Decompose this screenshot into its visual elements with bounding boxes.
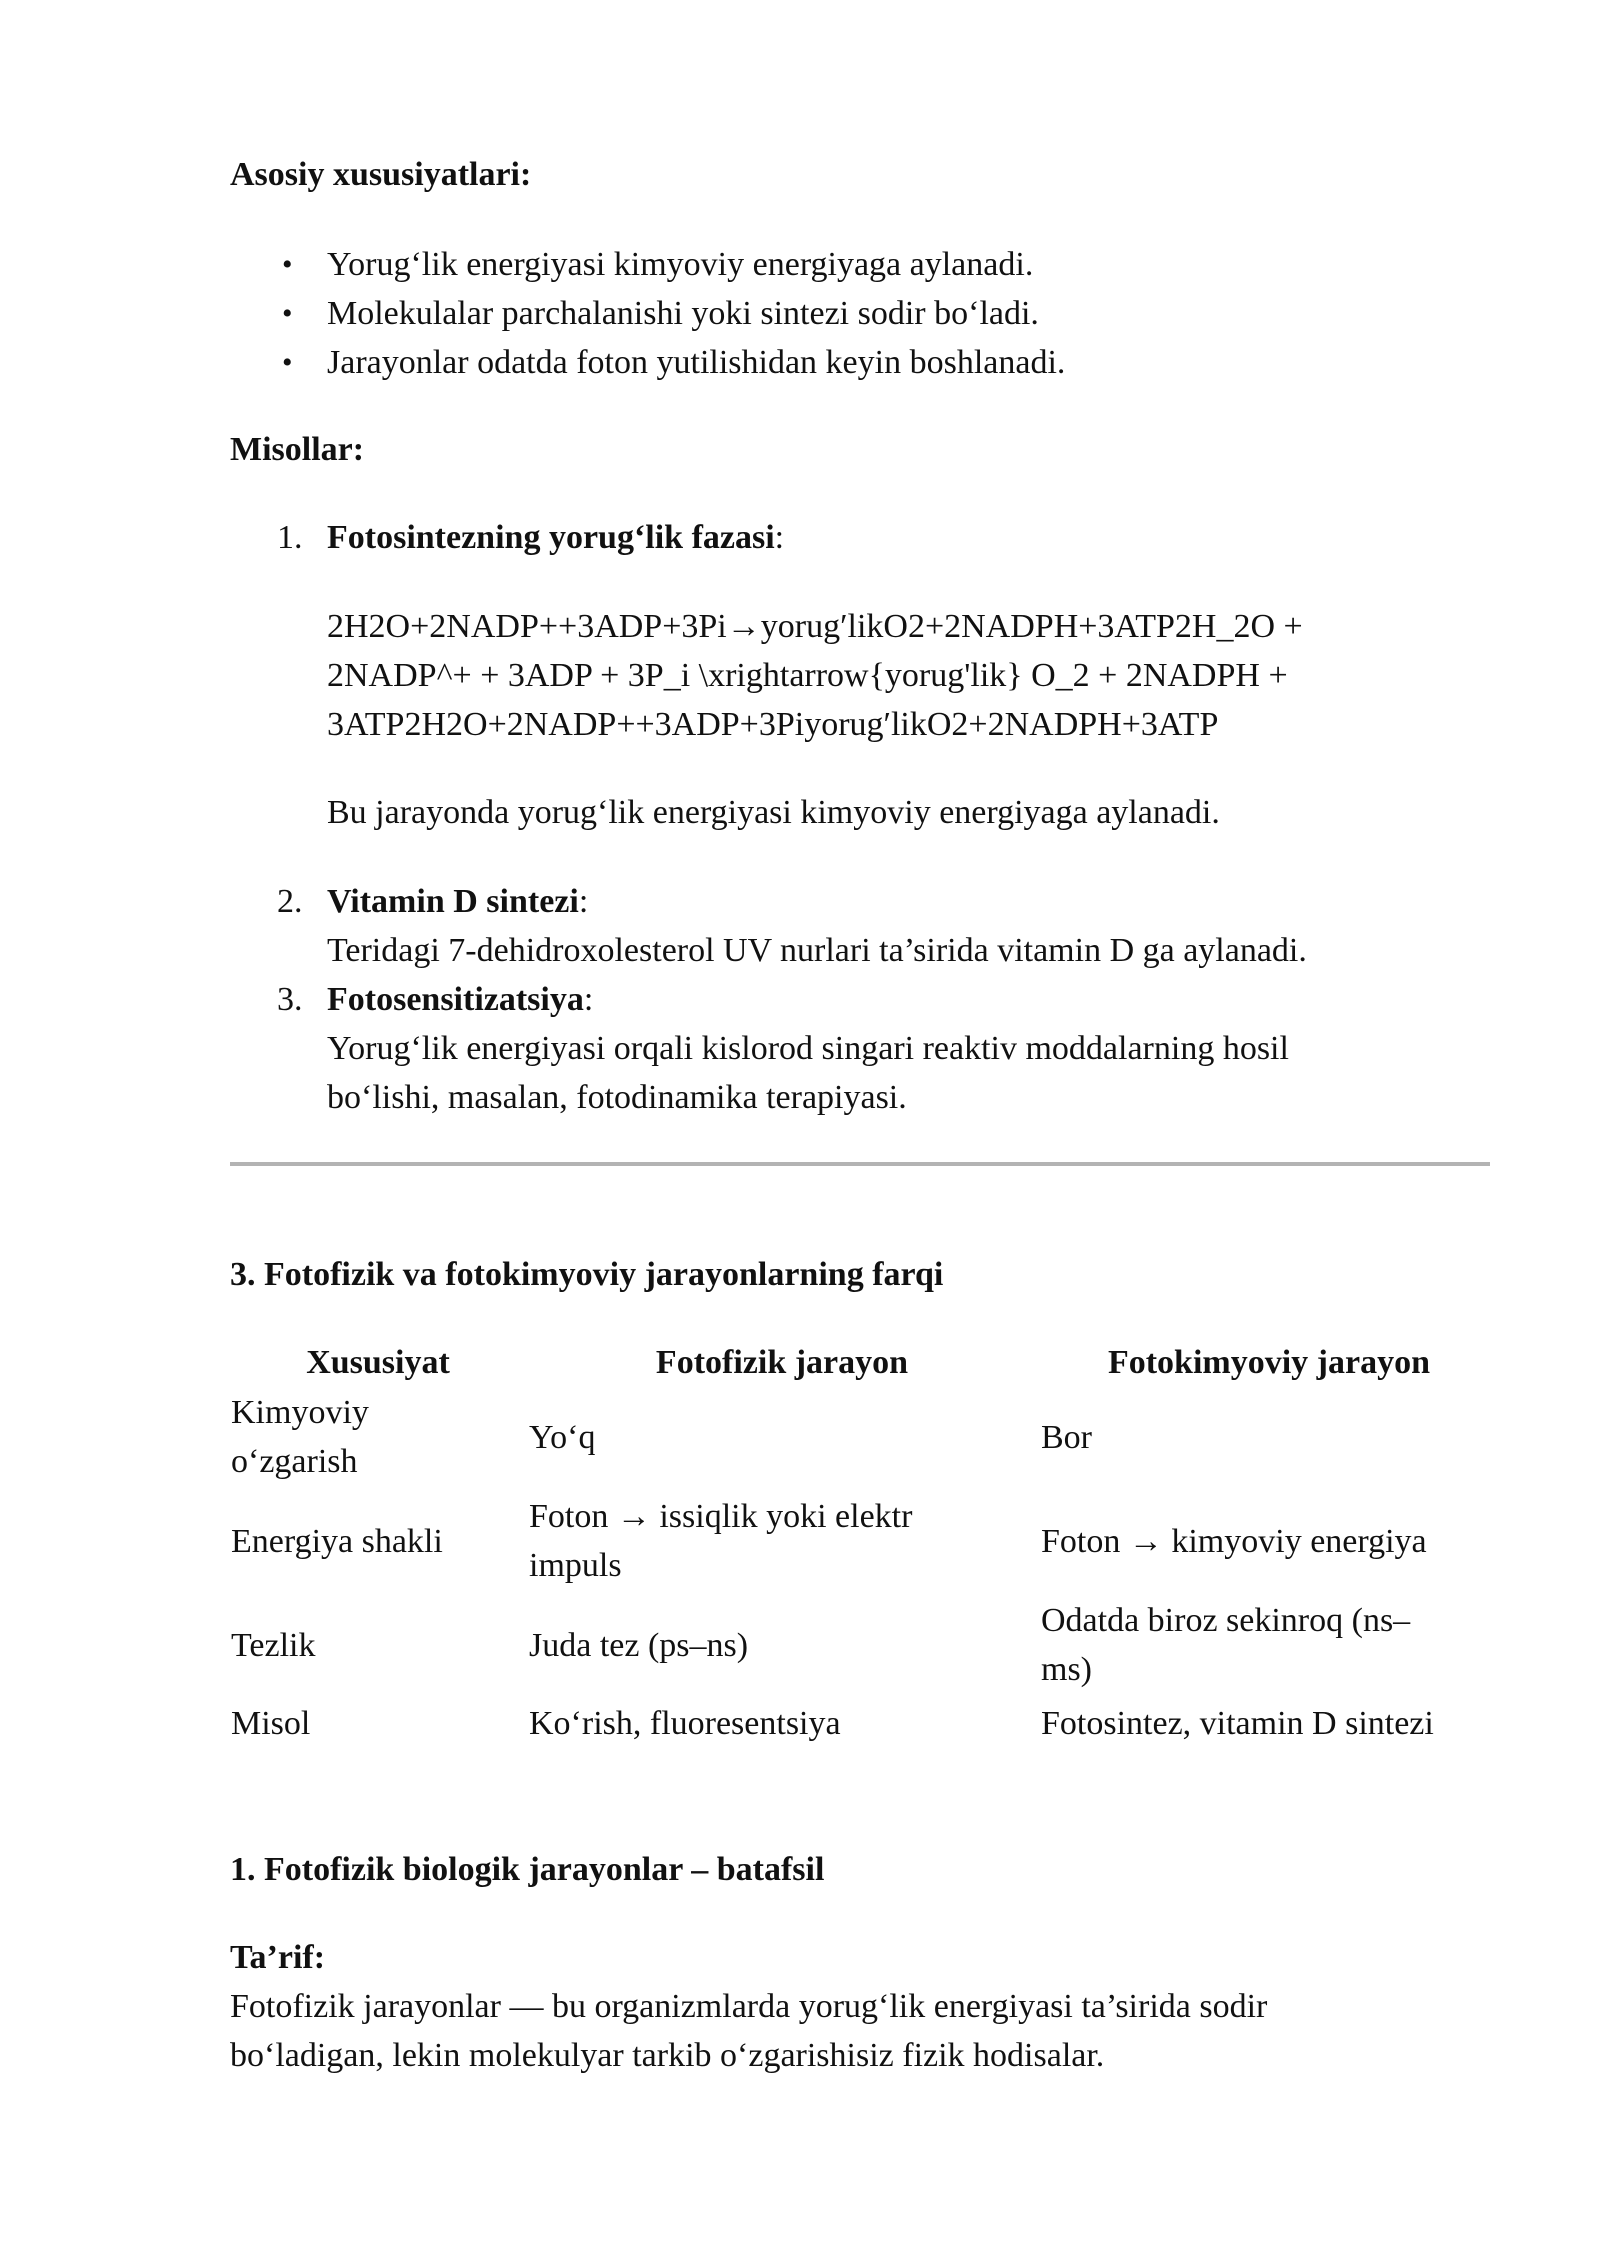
example-title-colon: : xyxy=(578,883,589,920)
example-title-colon: : xyxy=(774,519,785,556)
formula-line: 2H2O+2NADP++3ADP+3Pi→yorug′likO2+2NADPH+3ATP2H_2O + xyxy=(327,608,1303,645)
table-cell: Juda tez (ps–ns) xyxy=(529,1627,749,1664)
table-cell: impuls xyxy=(529,1547,622,1584)
formula-line: 3ATP2H2O+2NADP++3ADP+3Piyorug′likO2+2NADPH+3ATP xyxy=(327,706,1219,743)
example-text: Yorug‘lik energiyasi orqali kislorod singari reaktiv moddalarning hosil xyxy=(327,1030,1289,1067)
table-cell: Energiya shakli xyxy=(231,1523,443,1560)
example-text: bo‘lishi, masalan, fotodinamika terapiyasi. xyxy=(327,1079,907,1116)
column-header: Fotofizik jarayon xyxy=(655,1344,909,1381)
horizontal-rule xyxy=(230,1162,1490,1166)
table-cell: Odatda biroz sekinroq (ns– xyxy=(1041,1602,1411,1639)
example-text: Teridagi 7-dehidroxolesterol UV nurlari ta’sirida vitamin D ga aylanadi. xyxy=(327,932,1307,969)
list-number: 1. xyxy=(277,519,303,556)
table-cell: Tezlik xyxy=(231,1627,316,1664)
table-cell: Yo‘q xyxy=(529,1419,596,1456)
photophysical-heading: 1. Fotofizik biologik jarayonlar – batafsil xyxy=(230,1851,825,1888)
table-cell: Bor xyxy=(1041,1419,1092,1456)
table-cell: Foton → issiqlik yoki elektr xyxy=(529,1498,913,1535)
example-title: Fotosintezning yorug‘lik fazasi xyxy=(327,519,775,556)
comparison-heading: 3. Fotofizik va fotokimyoviy jarayonlarning farqi xyxy=(230,1256,944,1293)
bullet-text: Yorug‘lik energiyasi kimyoviy energiyaga aylanadi. xyxy=(327,246,1034,283)
example-title-line xyxy=(327,513,784,563)
example-title-colon: : xyxy=(583,981,594,1018)
list-number: 2. xyxy=(277,883,303,920)
examples-heading: Misollar: xyxy=(230,431,365,468)
example-title: Fotosensitizatsiya xyxy=(327,981,584,1018)
definition-text: bo‘ladigan, lekin molekulyar tarkib o‘zgarishisiz fizik hodisalar. xyxy=(230,2037,1105,2074)
definition-heading: Ta’rif: xyxy=(230,1939,326,1976)
example-title-line xyxy=(327,975,593,1025)
column-header: Fotokimyoviy jarayon xyxy=(1107,1344,1431,1381)
column-header: Xususiyat xyxy=(306,1344,450,1381)
bullet-marker: • xyxy=(282,297,293,330)
formula-line: 2NADP^+ + 3ADP + 3P_i \xrightarrow{yorug'lik} O_2 + 2NADPH + xyxy=(327,657,1288,694)
bullet-text: Jarayonlar odatda foton yutilishidan keyin boshlanadi. xyxy=(327,344,1066,381)
table-cell: ms) xyxy=(1041,1651,1092,1688)
table-cell: Ko‘rish, fluoresentsiya xyxy=(529,1705,841,1742)
example-title-line xyxy=(327,877,588,927)
table-cell: Fotosintez, vitamin D sintezi xyxy=(1041,1705,1434,1742)
example-title: Vitamin D sintezi xyxy=(327,883,579,920)
table-cell: Foton → kimyoviy energiya xyxy=(1041,1523,1427,1560)
features-heading: Asosiy xususiyatlari: xyxy=(230,156,532,193)
table-cell: o‘zgarish xyxy=(231,1443,358,1480)
list-number: 3. xyxy=(277,981,303,1018)
definition-text: Fotofizik jarayonlar — bu organizmlarda yorug‘lik energiyasi ta’sirida sodir xyxy=(230,1988,1268,2025)
bullet-marker: • xyxy=(282,248,293,281)
table-cell: Misol xyxy=(231,1705,311,1742)
example-note: Bu jarayonda yorug‘lik energiyasi kimyoviy energiyaga aylanadi. xyxy=(327,794,1220,831)
bullet-marker: • xyxy=(282,346,293,379)
table-cell: Kimyoviy xyxy=(231,1394,369,1431)
bullet-text: Molekulalar parchalanishi yoki sintezi sodir bo‘ladi. xyxy=(327,295,1039,332)
